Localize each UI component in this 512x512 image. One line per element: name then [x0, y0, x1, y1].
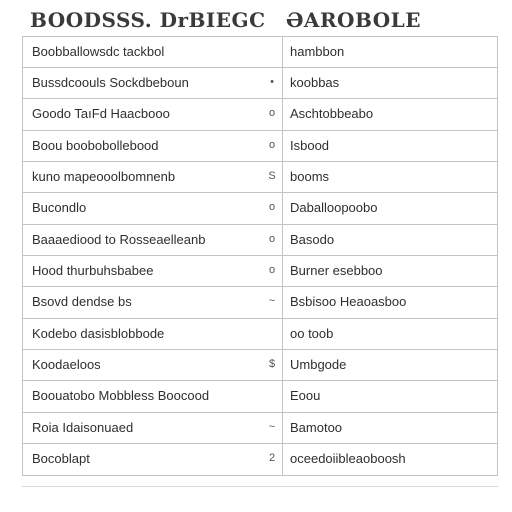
row-marker: S [268, 170, 276, 182]
table-row [22, 286, 498, 317]
row-right-text: Basodo [290, 232, 335, 247]
row-left-text: Kodebo dasisblobbode [32, 326, 165, 341]
row-right-text: Bamotoo [290, 420, 343, 435]
two-column-table [22, 36, 498, 476]
table-row [22, 224, 498, 255]
table-row [22, 36, 498, 67]
row-left-text: Baaaediood to Rosseaelleanb [32, 232, 206, 247]
row-right-text: Burner esebboo [290, 263, 383, 278]
table-row [22, 255, 498, 286]
row-left-text: Boouatobo Mobbless Boocood [32, 388, 210, 403]
bottom-divider [22, 486, 498, 487]
row-right-text: Eoou [290, 388, 321, 403]
row-left-text: Bocoblapt [32, 451, 90, 466]
table-row [22, 349, 498, 380]
table-row [22, 192, 498, 223]
row-marker: o [268, 233, 276, 245]
row-right-text: hambbon [290, 44, 345, 59]
row-right-text: koobbas [290, 75, 340, 90]
row-marker: • [270, 76, 274, 88]
column-title-right: ƏAROBOLE [286, 8, 421, 32]
row-marker [266, 380, 278, 411]
row-marker: $ [268, 358, 276, 370]
table-row [22, 130, 498, 161]
row-right-text: oo toob [290, 326, 334, 341]
row-left-text: Bucondlo [32, 200, 87, 215]
row-marker: o [268, 264, 276, 276]
row-left-text: Bsovd dendse bs [32, 294, 132, 309]
table-row [22, 161, 498, 192]
table-row [22, 67, 498, 98]
table-row [22, 318, 498, 349]
row-right-text: booms [290, 169, 330, 184]
row-right-text: Aschtobbeabo [290, 106, 374, 121]
row-right-text: Daballoopoobo [290, 200, 378, 215]
row-left-text: Hood thurbuhsbabee [32, 263, 154, 278]
table-row [22, 443, 498, 474]
row-right-text: oceedoiibleaoboosh [290, 451, 406, 466]
row-marker [266, 36, 278, 67]
table-row [22, 380, 498, 411]
row-left-text: Goodo TaıFd Haacbooo [32, 106, 170, 121]
row-left-text: Boobballowsdc tackbol [32, 44, 165, 59]
row-marker: ~ [268, 295, 276, 307]
row-left-text: Roia Idaisonuaed [32, 420, 134, 435]
row-marker: ~ [268, 421, 276, 433]
row-marker [266, 318, 278, 349]
table-row [22, 412, 498, 443]
row-left-text: Bussdcoouls Sockdbeboun [32, 75, 189, 90]
row-right-text: Isbood [290, 138, 330, 153]
table-row [22, 98, 498, 129]
row-right-text: Umbgode [290, 357, 347, 372]
row-marker: o [268, 107, 276, 119]
row-left-text: Koodaeloos [32, 357, 101, 372]
row-right-text: Bsbisoo Heaoasboo [290, 294, 407, 309]
row-left-text: Boou boobobollebood [32, 138, 159, 153]
table-rule [22, 475, 498, 476]
row-marker: 2 [268, 452, 276, 464]
row-left-text: kuno mapeooolbomnenb [32, 169, 176, 184]
row-marker: o [268, 139, 276, 151]
row-marker: o [268, 201, 276, 213]
column-title-left: BOODSSS. DrBIEGC [30, 8, 266, 32]
